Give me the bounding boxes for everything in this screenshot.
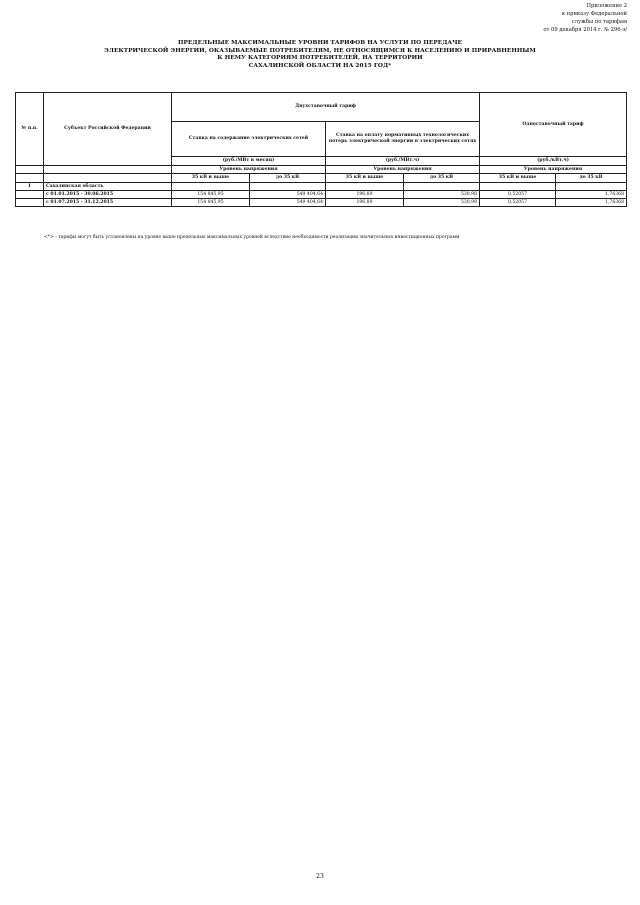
- empty-cell: [172, 183, 250, 191]
- table-row-region: [16, 183, 627, 191]
- document-title: [80, 40, 560, 70]
- single-rate-high: 0,52057: [480, 191, 556, 199]
- header-two-rate-tariff: Двухставочный тариф: [172, 93, 480, 122]
- voltage-level-label: Уровень напряжения: [480, 166, 627, 174]
- title-line: САХАЛИНСКОЙ ОБЛАСТИ НА 2015 ГОД*: [248, 62, 392, 69]
- title-line: К НЕМУ КАТЕГОРИЯМ ПОТРЕБИТЕЛЕЙ, НА ТЕРРИТОРИИ: [217, 55, 423, 62]
- grid-rate-high: 154 845,95: [172, 191, 250, 199]
- unit-grid: (руб./МВт в месяц): [172, 157, 326, 166]
- empty-cell: [16, 199, 44, 207]
- region-name: Сахалинская область: [44, 183, 172, 191]
- header-row-number: № п.п.: [16, 93, 44, 166]
- voltage-low: до 35 кВ: [250, 174, 326, 183]
- voltage-level-label: Уровень напряжения: [326, 166, 480, 174]
- empty-cell: [404, 183, 480, 191]
- appendix-line: службы по тарифам: [571, 19, 627, 25]
- appendix-line: к приказу Федеральной: [561, 11, 627, 17]
- appendix-line: Приложение 2: [586, 3, 627, 9]
- appendix-reference: [543, 2, 627, 34]
- voltage-high: 35 кВ и выше: [480, 174, 556, 183]
- tariff-table: [15, 92, 627, 207]
- table-row: [16, 199, 627, 207]
- loss-rate-low: 530,98: [404, 191, 480, 199]
- empty-cell: [16, 174, 44, 183]
- loss-rate-high: 196,89: [326, 191, 404, 199]
- header-losses-rate: Ставка на оплату нормативных технологических потерь электрической энергии в электрических сетях: [326, 122, 480, 157]
- single-rate-low: 1,76368: [556, 191, 627, 199]
- region-number: 1: [16, 183, 44, 191]
- header-grid-maintenance-rate: Ставка на содержание электрических сетей: [172, 122, 326, 157]
- empty-cell: [326, 183, 404, 191]
- footnote: <*> - тарифы могут быть установлены на уровне выше предельных максимальных уровней вследствие необходимости реализации значительных инвестиционных программ: [44, 235, 460, 240]
- empty-cell: [16, 166, 44, 174]
- voltage-high: 35 кВ и выше: [326, 174, 404, 183]
- loss-rate-high: 196,89: [326, 199, 404, 207]
- voltage-low: до 35 кВ: [556, 174, 627, 183]
- title-line: ПРЕДЕЛЬНЫЕ МАКСИМАЛЬНЫЕ УРОВНИ ТАРИФОВ НА УСЛУГИ ПО ПЕРЕДАЧЕ: [177, 40, 463, 46]
- period: с 01.07.2015 - 31.12.2015: [44, 199, 172, 207]
- loss-rate-low: 530,98: [404, 199, 480, 207]
- header-subject: Субъект Российской Федерации: [44, 93, 172, 166]
- unit-single: (руб./кВт.ч): [480, 157, 627, 166]
- empty-cell: [44, 166, 172, 174]
- empty-cell: [480, 183, 556, 191]
- voltage-high: 35 кВ и выше: [172, 174, 250, 183]
- appendix-line: от 09 декабря 2014 г. № 296-э/: [543, 27, 627, 33]
- grid-rate-high: 154 845,95: [172, 199, 250, 207]
- period: с 01.01.2015 - 30.06.2015: [44, 191, 172, 199]
- grid-rate-low: 549 404,64: [250, 199, 326, 207]
- empty-cell: [44, 174, 172, 183]
- empty-cell: [556, 183, 627, 191]
- unit-losses: (руб./МВт.ч): [326, 157, 480, 166]
- table-row: [16, 191, 627, 199]
- voltage-low: до 35 кВ: [404, 174, 480, 183]
- empty-cell: [250, 183, 326, 191]
- header-single-rate-tariff: Одноставочный тариф: [480, 93, 627, 157]
- single-rate-low: 1,76368: [556, 199, 627, 207]
- voltage-level-label: Уровень напряжения: [172, 166, 326, 174]
- title-line: ЭЛЕКТРИЧЕСКОЙ ЭНЕРГИИ, ОКАЗЫВАЕМЫЕ ПОТРЕБИТЕЛЯМ, НЕ ОТНОСЯЩИМСЯ К НАСЕЛЕНИЮ И ПРИРАВНЕННЫМ: [104, 47, 536, 54]
- empty-cell: [16, 191, 44, 199]
- single-rate-high: 0,52057: [480, 199, 556, 207]
- grid-rate-low: 549 404,64: [250, 191, 326, 199]
- page-number: 23: [316, 873, 324, 880]
